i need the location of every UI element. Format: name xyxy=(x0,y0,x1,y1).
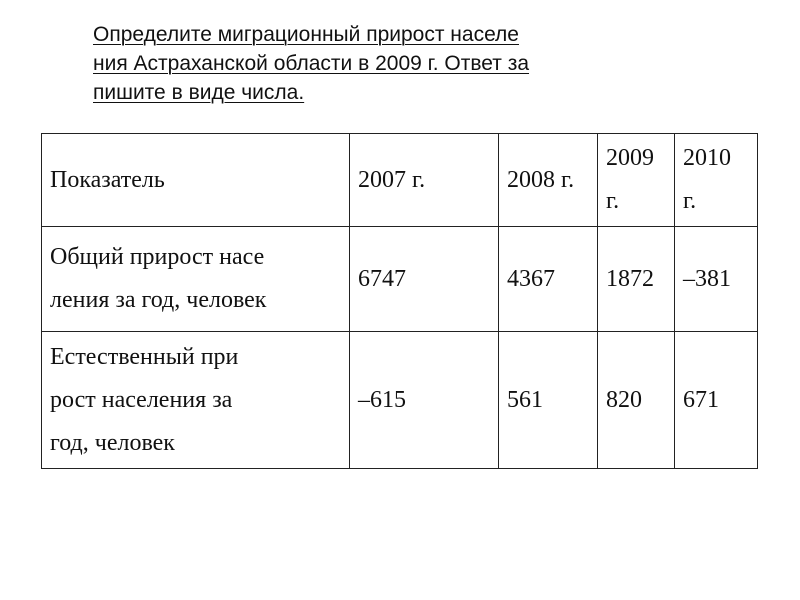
header-2010-suffix: г. xyxy=(683,188,697,214)
row-label-total-growth xyxy=(42,227,350,332)
question-line-3: пишите в виде числа. xyxy=(93,81,305,104)
table-row-total-growth xyxy=(42,227,758,332)
header-2007-label: 2007 г. xyxy=(358,166,426,193)
table-cell: –381 xyxy=(675,227,758,332)
table-cell: 561 xyxy=(499,332,598,469)
header-2008-label: 2008 г. xyxy=(507,166,575,193)
header-cell-indicator: Показатель xyxy=(42,134,350,227)
table-cell: 1872 xyxy=(598,227,675,332)
row-label-line: ления за год, человек xyxy=(50,287,267,313)
question-line-1: Определите миграционный прирост населе xyxy=(93,23,519,46)
population-table xyxy=(41,133,758,469)
table-cell: 820 xyxy=(598,332,675,469)
header-cell-2010 xyxy=(675,134,758,227)
question-text xyxy=(93,20,653,107)
header-2009-suffix: г. xyxy=(606,188,620,214)
row-label-line: Общий прирост насе xyxy=(50,244,265,270)
table-cell: 6747 xyxy=(350,227,499,332)
header-cell-2007 xyxy=(350,134,499,227)
question-line-2: ния Астраханской области в 2009 г. Ответ за xyxy=(93,52,530,75)
row-label-natural-growth xyxy=(42,332,350,469)
table-row-natural-growth xyxy=(42,332,758,469)
row-label-line: год, человек xyxy=(50,429,175,456)
header-cell-2008 xyxy=(499,134,598,227)
header-2009-year: 2009 xyxy=(606,145,654,171)
table-cell: 671 xyxy=(675,332,758,469)
table-cell: 4367 xyxy=(499,227,598,332)
table-header-row xyxy=(42,134,758,227)
header-2010-year: 2010 xyxy=(683,145,731,171)
row-label-line: рост населения за xyxy=(50,386,233,413)
header-cell-2009 xyxy=(598,134,675,227)
row-label-line: Естественный при xyxy=(50,343,239,370)
table-cell: –615 xyxy=(350,332,499,469)
